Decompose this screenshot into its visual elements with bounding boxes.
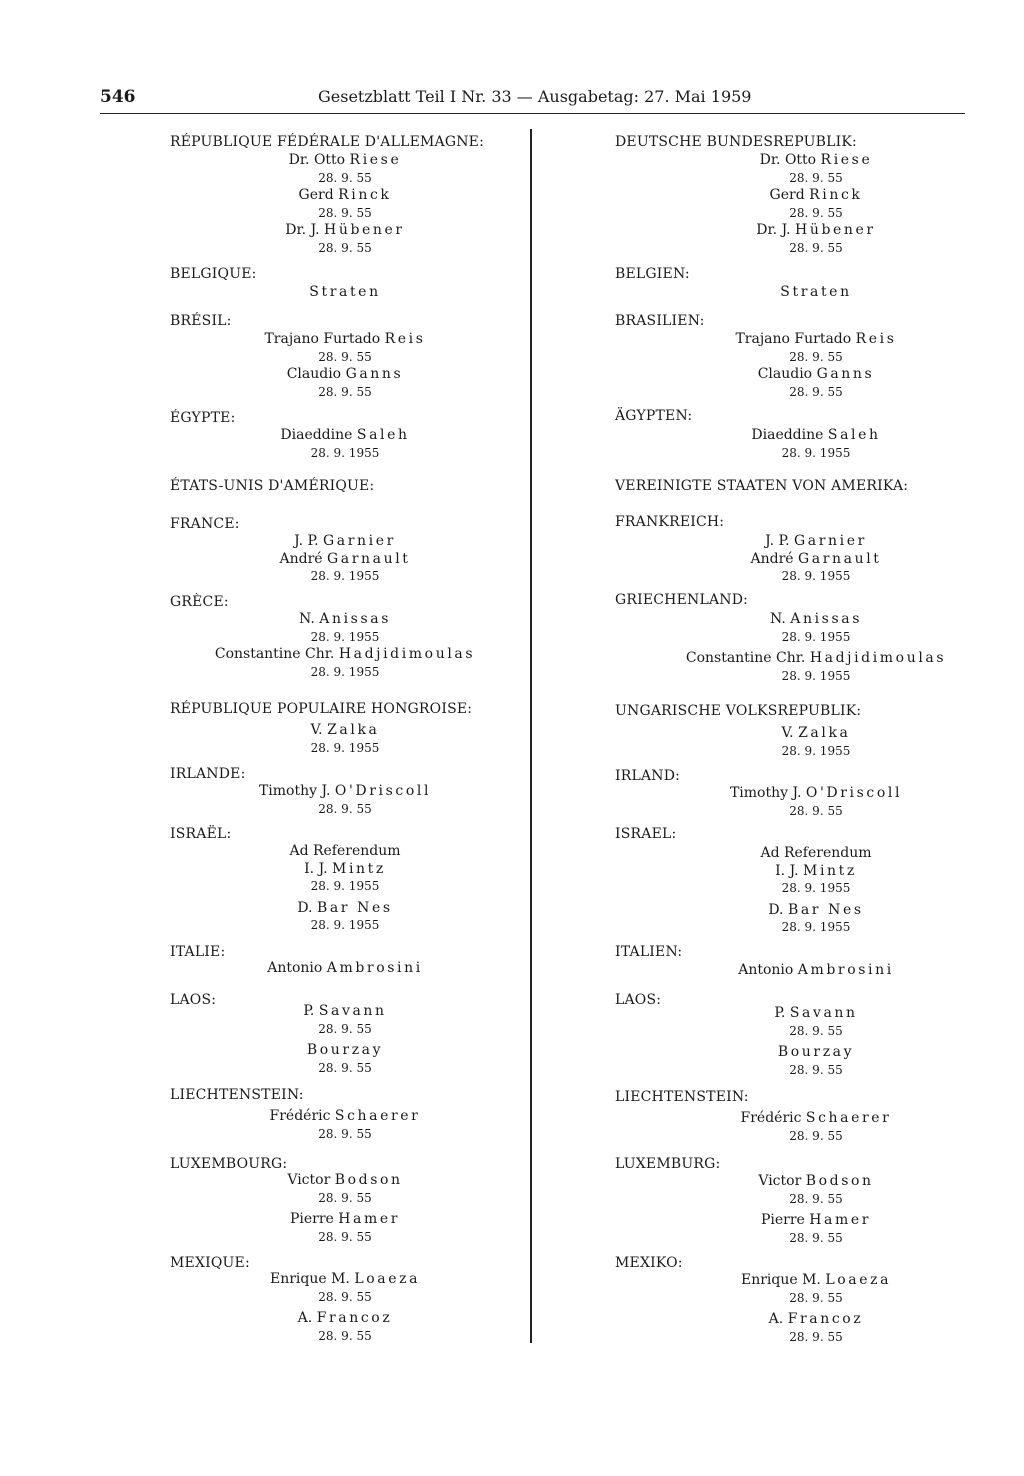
country-heading-brasilien: BRASILIEN: xyxy=(615,313,705,329)
signature-date: 28. 9. 1955 xyxy=(781,669,851,683)
signatory-surname: Mintz xyxy=(332,861,386,877)
signatory-surname: Ganns xyxy=(816,366,875,382)
signatory-line xyxy=(778,1044,854,1060)
signatory-given-name: Frédéric xyxy=(740,1110,802,1126)
signatory-given-name: J. P. xyxy=(765,533,790,549)
signature-date: 28. 9. 1955 xyxy=(310,741,380,755)
signatory-surname: Loaeza xyxy=(354,1271,421,1287)
signatory-line xyxy=(304,861,386,877)
signatory-surname: Hamer xyxy=(338,1211,401,1227)
signature-date: 28. 9. 55 xyxy=(789,1231,843,1245)
signatory-line xyxy=(769,1311,864,1327)
signature-date: 28. 9. 55 xyxy=(789,1129,843,1143)
signatory-given-name: P. xyxy=(774,1005,786,1021)
signature-date: 28. 9. 55 xyxy=(318,1127,372,1141)
signatory-line xyxy=(768,902,863,918)
country-heading-ungarische-volksrepublik: UNGARISCHE VOLKSREPUBLIK: xyxy=(615,703,862,719)
signatory-surname: Hadjidimoulas xyxy=(338,646,476,662)
signatory-line xyxy=(280,427,409,443)
signatory-surname: O'Driscoll xyxy=(805,785,903,801)
signatory-given-name: Ad Referendum xyxy=(289,843,401,859)
signatory-given-name: Dr. Otto xyxy=(759,152,817,168)
signature-date: 28. 9. 55 xyxy=(789,1024,843,1038)
country-heading-luxemburg: LUXEMBURG: xyxy=(615,1156,721,1172)
signatory-given-name: Gerd xyxy=(298,187,334,203)
signatory-given-name: V. xyxy=(781,725,794,741)
country-heading-egypte: ÉGYPTE: xyxy=(170,410,236,426)
signatory-surname: Riese xyxy=(820,152,873,168)
signatory-line xyxy=(765,533,867,549)
signatory-given-name: Timothy J. xyxy=(729,785,802,801)
signature-date: 28. 9. 55 xyxy=(789,1192,843,1206)
signature-date: 28. 9. 55 xyxy=(318,1191,372,1205)
signatory-line xyxy=(290,1211,400,1227)
page-number: 546 xyxy=(100,87,136,107)
signatory-surname: Mintz xyxy=(803,863,857,879)
signatory-given-name: Constantine Chr. xyxy=(214,646,335,662)
signatory-line xyxy=(215,646,475,662)
signatory-surname: Zalka xyxy=(327,722,380,738)
signatory-surname: Straten xyxy=(309,284,381,300)
signature-date: 28. 9. 55 xyxy=(318,1022,372,1036)
signatory-surname: Bar Nes xyxy=(316,900,393,916)
signatory-given-name: Enrique M. xyxy=(269,1271,350,1287)
signatory-given-name: I. J. xyxy=(775,863,799,879)
signatory-given-name: A. xyxy=(768,1311,784,1327)
country-heading-deutsche-bundesrepublik: DEUTSCHE BUNDESREPUBLIK: xyxy=(615,134,857,150)
signatory-surname: Riese xyxy=(349,152,402,168)
signatory-line xyxy=(758,366,875,382)
signatory-line xyxy=(297,900,392,916)
signatory-given-name: Ad Referendum xyxy=(760,845,872,861)
signatory-surname: Ambrosini xyxy=(797,962,894,978)
country-heading-vereinigte-staaten-von-amerika: VEREINIGTE STAATEN VON AMERIKA: xyxy=(615,478,909,494)
signatory-surname: Saleh xyxy=(827,427,881,443)
signatory-line xyxy=(775,863,857,879)
signatory-given-name: André xyxy=(750,551,794,567)
signatory-given-name: Antonio xyxy=(738,962,794,978)
signatory-line xyxy=(307,1042,383,1058)
country-heading-grece: GRÈCE: xyxy=(170,594,229,610)
signature-date: 28. 9. 1955 xyxy=(310,879,380,893)
signatory-given-name: N. xyxy=(770,611,786,627)
signatory-given-name: P. xyxy=(303,1003,315,1019)
signatory-line xyxy=(741,1272,891,1288)
signatory-surname: Straten xyxy=(780,284,852,300)
signatory-surname: Rinck xyxy=(338,187,392,203)
signatory-given-name: Frédéric xyxy=(269,1108,331,1124)
signature-date: 28. 9. 1955 xyxy=(781,446,851,460)
signatory-surname: Garnier xyxy=(323,533,396,549)
signature-date: 28. 9. 1955 xyxy=(781,569,851,583)
signatory-line xyxy=(299,611,391,627)
signature-date: 28. 9. 55 xyxy=(318,241,372,255)
country-heading-liechtenstein: LIECHTENSTEIN: xyxy=(170,1087,304,1103)
signatory-surname: Francoz xyxy=(316,1310,393,1326)
country-heading-israel: ISRAËL: xyxy=(170,826,232,842)
country-heading-irlande: IRLANDE: xyxy=(170,766,246,782)
signatory-line xyxy=(294,533,396,549)
signatory-given-name: Constantine Chr. xyxy=(685,650,806,666)
signatory-given-name: V. xyxy=(310,722,323,738)
signatory-surname: Anissas xyxy=(790,611,862,627)
country-heading-frankreich: FRANKREICH: xyxy=(615,514,725,530)
signatory-given-name: I. J. xyxy=(304,861,328,877)
signatory-given-name: Pierre xyxy=(760,1212,805,1228)
signatory-given-name: Diaeddine xyxy=(280,427,353,443)
signatory-surname: Hadjidimoulas xyxy=(809,650,947,666)
country-heading-laos: LAOS: xyxy=(170,992,217,1008)
signatory-surname: Francoz xyxy=(787,1311,864,1327)
signatory-surname: Schaerer xyxy=(334,1108,421,1124)
signatory-given-name: André xyxy=(279,551,323,567)
signature-date: 28. 9. 55 xyxy=(789,241,843,255)
signatory-given-name: Pierre xyxy=(289,1211,334,1227)
signatory-given-name: A. xyxy=(297,1310,313,1326)
signatory-surname: Savann xyxy=(789,1005,858,1021)
signatory-line xyxy=(264,331,425,347)
country-heading-israel: ISRAEL: xyxy=(615,826,677,842)
signatory-surname: Zalka xyxy=(798,725,851,741)
signatory-given-name: D. xyxy=(297,900,313,916)
signature-date: 28. 9. 55 xyxy=(789,1063,843,1077)
signature-date: 28. 9. 55 xyxy=(789,1291,843,1305)
signature-date: 28. 9. 1955 xyxy=(781,744,851,758)
signatory-line xyxy=(287,366,404,382)
signatory-line xyxy=(270,1108,421,1124)
signatory-line xyxy=(774,1005,857,1021)
signatory-line xyxy=(309,284,380,300)
signature-date: 28. 9. 1955 xyxy=(781,920,851,934)
signatory-surname: Bodson xyxy=(334,1172,403,1188)
country-heading-laos: LAOS: xyxy=(615,992,662,1008)
country-heading-mexique: MEXIQUE: xyxy=(170,1255,250,1271)
signature-date: 28. 9. 55 xyxy=(789,171,843,185)
signatory-surname: Savann xyxy=(318,1003,387,1019)
signatory-surname: Bourzay xyxy=(777,1044,855,1060)
signature-date: 28. 9. 55 xyxy=(789,206,843,220)
signatory-line xyxy=(770,187,863,203)
signatory-given-name: Dr. Otto xyxy=(288,152,346,168)
signatory-line xyxy=(756,222,875,238)
signatory-surname: Hübener xyxy=(795,222,876,238)
signatory-surname: Schaerer xyxy=(805,1110,892,1126)
signatory-given-name: D. xyxy=(768,902,784,918)
signature-date: 28. 9. 55 xyxy=(318,350,372,364)
signatory-line xyxy=(780,284,851,300)
signatory-given-name: Antonio xyxy=(267,960,323,976)
country-heading-mexiko: MEXIKO: xyxy=(615,1255,683,1271)
signatory-line xyxy=(289,843,400,859)
signatory-surname: Garnault xyxy=(798,551,882,567)
signature-date: 28. 9. 55 xyxy=(318,1290,372,1304)
country-heading-irland: IRLAND: xyxy=(615,768,681,784)
signatory-line xyxy=(298,1310,393,1326)
signatory-surname: Hübener xyxy=(324,222,405,238)
signatory-line xyxy=(259,783,431,799)
signatory-line xyxy=(686,650,946,666)
signature-date: 28. 9. 55 xyxy=(318,1061,372,1075)
signatory-given-name: Enrique M. xyxy=(740,1272,821,1288)
signature-date: 28. 9. 55 xyxy=(318,802,372,816)
signature-date: 28. 9. 55 xyxy=(318,206,372,220)
signatory-line xyxy=(738,962,894,978)
signatory-surname: Ganns xyxy=(345,366,404,382)
signatory-line xyxy=(285,222,404,238)
country-heading-bresil: BRÉSIL: xyxy=(170,313,232,329)
signatory-line xyxy=(770,611,862,627)
signatory-line xyxy=(760,845,871,861)
signatory-given-name: Dr. J. xyxy=(285,222,320,238)
signatory-given-name: Claudio xyxy=(286,366,342,382)
signature-date: 28. 9. 55 xyxy=(318,171,372,185)
signature-date: 28. 9. 55 xyxy=(318,385,372,399)
signature-date: 28. 9. 55 xyxy=(789,385,843,399)
signatory-line xyxy=(279,551,410,567)
signatory-given-name: Gerd xyxy=(769,187,805,203)
signatory-given-name: Diaeddine xyxy=(751,427,824,443)
signature-date: 28. 9. 1955 xyxy=(310,569,380,583)
signatory-given-name: J. P. xyxy=(294,533,319,549)
signatory-line xyxy=(270,1271,420,1287)
country-heading-liechtenstein: LIECHTENSTEIN: xyxy=(615,1089,749,1105)
signatory-surname: Saleh xyxy=(356,427,410,443)
signature-date: 28. 9. 1955 xyxy=(310,630,380,644)
signature-date: 28. 9. 1955 xyxy=(781,881,851,895)
signatory-given-name: Victor xyxy=(287,1172,331,1188)
signatory-surname: Ambrosini xyxy=(326,960,423,976)
signatory-surname: Rinck xyxy=(809,187,863,203)
signature-date: 28. 9. 1955 xyxy=(310,918,380,932)
signatory-given-name: Claudio xyxy=(757,366,813,382)
signature-date: 28. 9. 55 xyxy=(318,1329,372,1343)
signatory-given-name: Dr. J. xyxy=(756,222,791,238)
signatory-given-name: N. xyxy=(299,611,315,627)
page-header-title: Gesetzblatt Teil I Nr. 33 — Ausgabetag: 27. Mai 1959 xyxy=(318,87,752,106)
country-heading-belgique: BELGIQUE: xyxy=(170,266,257,282)
country-heading-italie: ITALIE: xyxy=(170,944,226,960)
signatory-line xyxy=(289,152,402,168)
signatory-line xyxy=(303,1003,386,1019)
signature-date: 28. 9. 55 xyxy=(318,1230,372,1244)
country-heading-luxembourg: LUXEMBOURG: xyxy=(170,1156,288,1172)
signatory-line xyxy=(761,1212,871,1228)
signatory-surname: Bourzay xyxy=(306,1042,384,1058)
signatory-given-name: Victor xyxy=(758,1173,802,1189)
country-heading-france: FRANCE: xyxy=(170,516,240,532)
signatory-line xyxy=(311,722,380,738)
signatory-line xyxy=(287,1172,402,1188)
signature-date: 28. 9. 55 xyxy=(789,1330,843,1344)
signatory-surname: O'Driscoll xyxy=(334,783,432,799)
signatory-given-name: Trajano Furtado xyxy=(264,331,381,347)
signatory-surname: Garnault xyxy=(327,551,411,567)
signatory-line xyxy=(741,1110,892,1126)
signatory-surname: Reis xyxy=(384,331,426,347)
signatory-line xyxy=(267,960,423,976)
signatory-surname: Bar Nes xyxy=(787,902,864,918)
signature-date: 28. 9. 1955 xyxy=(310,665,380,679)
signatory-line xyxy=(299,187,392,203)
signature-date: 28. 9. 1955 xyxy=(781,630,851,644)
signatory-surname: Loaeza xyxy=(825,1272,892,1288)
country-heading-republique-federale-d-allemagne: RÉPUBLIQUE FÉDÉRALE D'ALLEMAGNE: xyxy=(170,134,485,150)
signature-date: 28. 9. 55 xyxy=(789,804,843,818)
signatory-line xyxy=(750,551,881,567)
signatory-surname: Hamer xyxy=(809,1212,872,1228)
signatory-line xyxy=(751,427,880,443)
country-heading-italien: ITALIEN: xyxy=(615,944,683,960)
signatory-line xyxy=(735,331,896,347)
country-heading-republique-populaire-hongroise: RÉPUBLIQUE POPULAIRE HONGROISE: xyxy=(170,701,473,717)
country-heading-etats-unis-d-amerique: ÉTATS-UNIS D'AMÉRIQUE: xyxy=(170,478,375,494)
signatory-line xyxy=(758,1173,873,1189)
signatory-given-name: Timothy J. xyxy=(258,783,331,799)
country-heading-agypten: ÄGYPTEN: xyxy=(615,408,693,424)
signatory-surname: Bodson xyxy=(805,1173,874,1189)
signatory-line xyxy=(782,725,851,741)
country-heading-belgien: BELGIEN: xyxy=(615,266,690,282)
signatory-line xyxy=(730,785,902,801)
right-column-german xyxy=(532,0,1024,1476)
country-heading-griechenland: GRIECHENLAND: xyxy=(615,592,749,608)
signatory-surname: Reis xyxy=(855,331,897,347)
signature-date: 28. 9. 55 xyxy=(789,350,843,364)
signatory-surname: Garnier xyxy=(794,533,867,549)
signatory-surname: Anissas xyxy=(319,611,391,627)
signature-date: 28. 9. 1955 xyxy=(310,446,380,460)
signatory-given-name: Trajano Furtado xyxy=(735,331,852,347)
signatory-line xyxy=(760,152,873,168)
